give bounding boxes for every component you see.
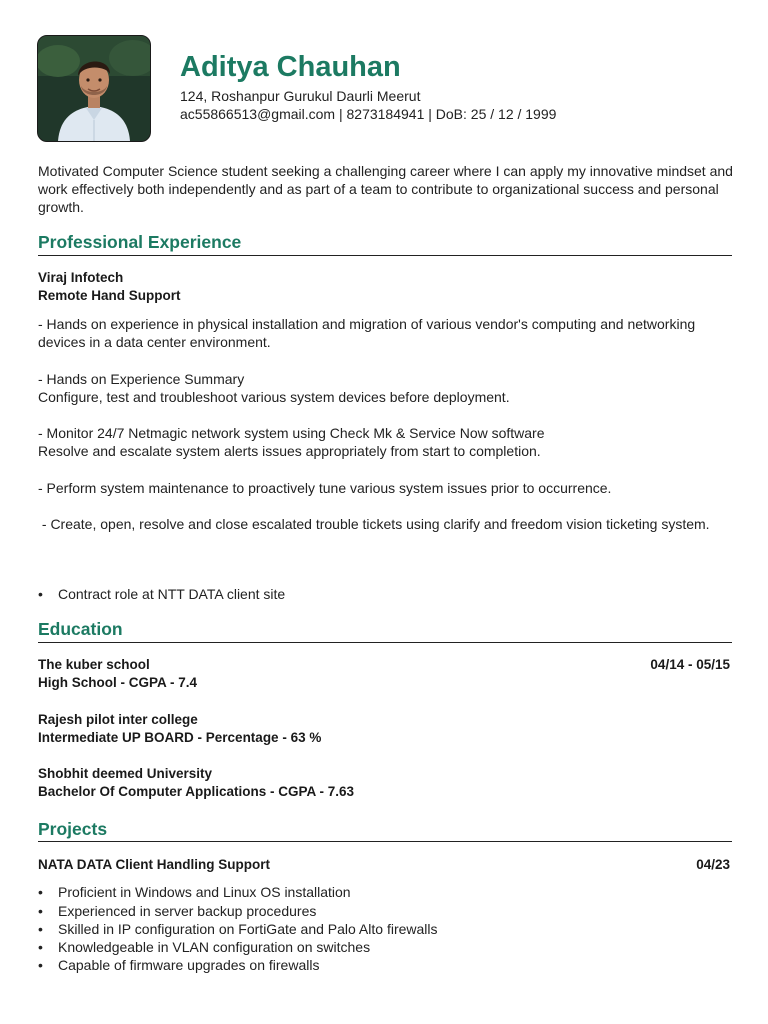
- education-degree: Bachelor Of Computer Applications - CGPA - 7.63: [38, 784, 355, 799]
- candidate-name: Aditya Chauhan: [180, 51, 401, 83]
- project-name: NATA DATA Client Handling Support: [38, 857, 270, 872]
- education-divider: [38, 642, 732, 643]
- education-school: The kuber school: [38, 657, 150, 672]
- bullet-icon: •: [38, 903, 43, 919]
- projects-divider: [38, 841, 732, 842]
- experience-point: - Perform system maintenance to proactively tune various system issues prior to occurrence.: [38, 480, 612, 496]
- list-item-text: Proficient in Windows and Linux OS installation: [58, 884, 351, 900]
- list-item-text: Contract role at NTT DATA client site: [58, 586, 286, 602]
- project-date: 04/23: [696, 857, 730, 872]
- list-item-text: Knowledgeable in VLAN configuration on switches: [58, 939, 371, 955]
- experience-heading: Professional Experience: [38, 232, 242, 252]
- education-school: Rajesh pilot inter college: [38, 712, 198, 727]
- list-item-text: Skilled in IP configuration on FortiGate and Palo Alto firewalls: [58, 921, 438, 937]
- projects-heading: Projects: [38, 819, 108, 839]
- address-line: 124, Roshanpur Gurukul Daurli Meerut: [180, 88, 421, 104]
- experience-point: Configure, test and troubleshoot various system devices before deployment.: [38, 389, 510, 405]
- experience-company: Viraj Infotech: [38, 270, 124, 285]
- experience-point: - Hands on experience in physical installation and migration of various vendor's computing and networking devices in a data center environment.: [38, 316, 696, 350]
- experience-point: Resolve and escalate system alerts issues appropriately from start to completion.: [38, 443, 541, 459]
- education-degree: Intermediate UP BOARD - Percentage - 63 %: [38, 730, 322, 745]
- experience-point: - Monitor 24/7 Netmagic network system using Check Mk & Service Now software: [38, 425, 545, 441]
- experience-role: Remote Hand Support: [38, 288, 181, 303]
- experience-point: - Create, open, resolve and close escalated trouble tickets using clarify and freedom vision ticketing system.: [38, 516, 710, 532]
- list-item-text: Experienced in server backup procedures: [58, 903, 317, 919]
- bullet-icon: •: [38, 921, 43, 937]
- contact-line: ac55866513@gmail.com | 8273184941 | DoB: 25 / 12 / 1999: [180, 106, 557, 122]
- bullet-icon: •: [38, 939, 43, 955]
- profile-photo: [37, 35, 151, 142]
- education-date: 04/14 - 05/15: [650, 657, 730, 672]
- summary-paragraph: Motivated Computer Science student seeking a challenging career where I can apply my innovative mindset and work effectively both independently and as part of a team to contribute to organizational success and personal growth.: [38, 163, 733, 215]
- list-item-text: Capable of firmware upgrades on firewalls: [58, 957, 320, 973]
- education-school: Shobhit deemed University: [38, 766, 213, 781]
- education-degree: High School - CGPA - 7.4: [38, 675, 198, 690]
- bullet-icon: •: [38, 957, 43, 973]
- education-heading: Education: [38, 619, 123, 639]
- experience-divider: [38, 255, 732, 256]
- bullet-icon: •: [38, 586, 43, 602]
- experience-point: - Hands on Experience Summary: [38, 371, 245, 387]
- bullet-icon: •: [38, 884, 43, 900]
